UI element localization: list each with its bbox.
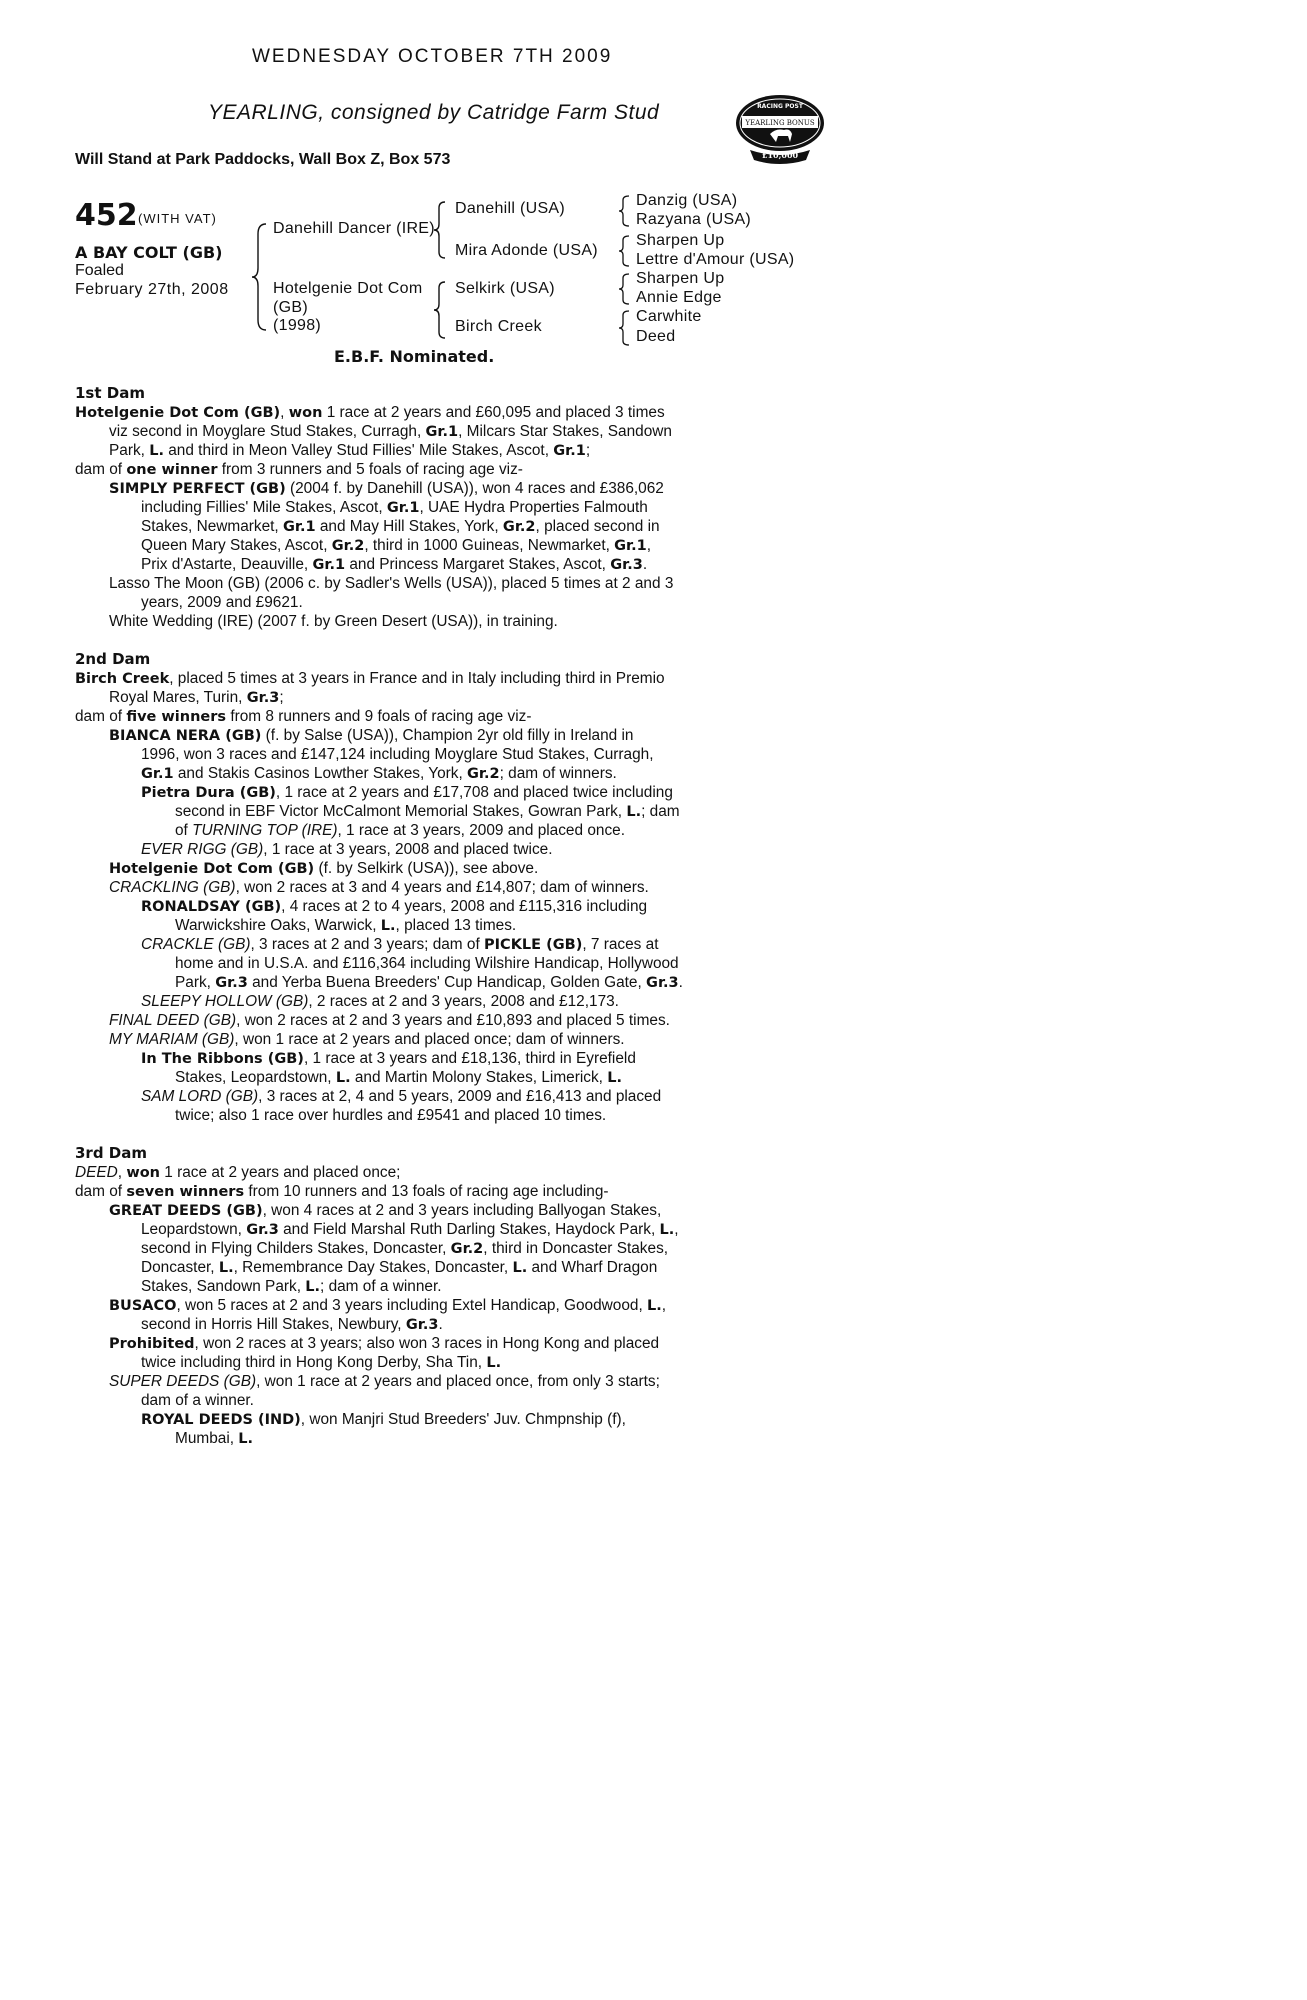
text-line: In The Ribbons (GB), 1 race at 3 years and £18,136, third in Eyrefield bbox=[141, 1050, 636, 1067]
pedigree-dam-line2: (GB) bbox=[273, 299, 308, 316]
pedigree-sss: Danzig (USA) bbox=[636, 192, 738, 209]
pedigree-ssd: Razyana (USA) bbox=[636, 211, 752, 228]
text-line: CRACKLE (GB), 3 races at 2 and 3 years; dam of PICKLE (GB), 7 races at bbox=[141, 936, 659, 953]
horse-name: A BAY COLT (GB) bbox=[75, 243, 223, 262]
pedigree-sire-sire: Danehill (USA) bbox=[455, 200, 566, 217]
text-line: second in Flying Childers Stakes, Doncaster, Gr.2, third in Doncaster Stakes, bbox=[141, 1240, 669, 1257]
text-line: dam of five winners from 8 runners and 9 foals of racing age viz- bbox=[75, 708, 532, 725]
text-line: Leopardstown, Gr.3 and Field Marshal Ruth Darling Stakes, Haydock Park, L., bbox=[141, 1221, 679, 1238]
text-line: SLEEPY HOLLOW (GB), 2 races at 2 and 3 years, 2008 and £12,173. bbox=[141, 993, 619, 1010]
pedigree-dsd: Annie Edge bbox=[636, 289, 722, 306]
text-line: Hotelgenie Dot Com (GB) (f. by Selkirk (USA)), see above. bbox=[109, 860, 539, 877]
stand-location: Will Stand at Park Paddocks, Wall Box Z, Box 573 bbox=[75, 151, 451, 168]
pedigree-sds: Sharpen Up bbox=[636, 232, 725, 249]
text-line: Prohibited, won 2 races at 3 years; also won 3 races in Hong Kong and placed bbox=[109, 1335, 660, 1352]
text-line: Doncaster, L., Remembrance Day Stakes, Doncaster, L. and Wharf Dragon bbox=[141, 1259, 658, 1276]
lot-number: 452 bbox=[75, 198, 138, 233]
text-line: Stakes, Leopardstown, L. and Martin Molony Stakes, Limerick, L. bbox=[175, 1069, 622, 1086]
pedigree-brace-ds bbox=[617, 272, 631, 306]
text-line: Park, L. and third in Meon Valley Stud Fillies' Mile Stakes, Ascot, Gr.1; bbox=[109, 442, 591, 459]
text-line: Hotelgenie Dot Com (GB), won 1 race at 2 years and £60,095 and placed 3 times bbox=[75, 404, 665, 421]
section-heading-third-dam: 3rd Dam bbox=[75, 1144, 147, 1162]
text-line: BUSACO, won 5 races at 2 and 3 years including Extel Handicap, Goodwood, L., bbox=[109, 1297, 667, 1314]
text-line: DEED, won 1 race at 2 years and placed once; bbox=[75, 1164, 401, 1181]
text-line: RONALDSAY (GB), 4 races at 2 to 4 years, 2008 and £115,316 including bbox=[141, 898, 648, 915]
text-line: Stakes, Sandown Park, L.; dam of a winner. bbox=[141, 1278, 442, 1295]
pedigree-brace-sd bbox=[617, 234, 631, 268]
text-line: Royal Mares, Turin, Gr.3; bbox=[109, 689, 284, 706]
badge-top: RACING POST bbox=[757, 103, 803, 110]
text-line: 1996, won 3 races and £147,124 including Moyglare Stud Stakes, Curragh, bbox=[141, 746, 654, 763]
pedigree-dss: Sharpen Up bbox=[636, 270, 725, 287]
pedigree-dds: Carwhite bbox=[636, 308, 702, 325]
text-line: Lasso The Moon (GB) (2006 c. by Sadler's Wells (USA)), placed 5 times at 2 and 3 bbox=[109, 575, 674, 592]
text-line: years, 2009 and £9621. bbox=[141, 594, 303, 611]
text-line: MY MARIAM (GB), won 1 race at 2 years and placed once; dam of winners. bbox=[109, 1031, 625, 1048]
text-line: CRACKLING (GB), won 2 races at 3 and 4 years and £14,807; dam of winners. bbox=[109, 879, 649, 896]
section-heading-first-dam: 1st Dam bbox=[75, 384, 145, 402]
catalogue-body bbox=[75, 384, 755, 1448]
pedigree-sire-dam: Mira Adonde (USA) bbox=[455, 242, 598, 259]
badge-middle: YEARLING BONUS bbox=[745, 119, 815, 127]
section-heading-second-dam: 2nd Dam bbox=[75, 650, 151, 668]
text-line: BIANCA NERA (GB) (f. by Salse (USA)), Champion 2yr old filly in Ireland in bbox=[109, 727, 634, 744]
sale-date: WEDNESDAY OCTOBER 7TH 2009 bbox=[252, 46, 613, 67]
pedigree-ddd: Deed bbox=[636, 328, 676, 345]
consignment-line: YEARLING, consigned by Catridge Farm Stud bbox=[208, 101, 660, 124]
pedigree-sdd: Lettre d'Amour (USA) bbox=[636, 251, 795, 268]
pedigree-dam-line3: (1998) bbox=[273, 317, 322, 334]
text-line: SIMPLY PERFECT (GB) (2004 f. by Danehill (USA)), won 4 races and £386,062 bbox=[109, 480, 664, 497]
text-line: Prix d'Astarte, Deauville, Gr.1 and Princess Margaret Stakes, Ascot, Gr.3. bbox=[141, 556, 648, 573]
ebf-nomination: E.B.F. Nominated. bbox=[334, 347, 495, 366]
text-line: Park, Gr.3 and Yerba Buena Breeders' Cup Handicap, Golden Gate, Gr.3. bbox=[175, 974, 683, 991]
text-line: home and in U.S.A. and £116,364 including Wilshire Handicap, Hollywood bbox=[175, 955, 679, 972]
text-line: Mumbai, L. bbox=[175, 1430, 254, 1447]
text-line: including Fillies' Mile Stakes, Ascot, Gr.1, UAE Hydra Properties Falmouth bbox=[141, 499, 648, 516]
foaled-date: February 27th, 2008 bbox=[75, 281, 229, 298]
text-line: Stakes, Newmarket, Gr.1 and May Hill Stakes, York, Gr.2, placed second in bbox=[141, 518, 660, 535]
badge-amount: £10,000 bbox=[761, 150, 799, 160]
text-line: ROYAL DEEDS (IND), won Manjri Stud Breeders' Juv. Chmpnship (f), bbox=[141, 1411, 626, 1428]
pedigree-brace-dd bbox=[617, 309, 631, 347]
vat-note: (WITH VAT) bbox=[138, 211, 217, 226]
text-line: viz second in Moyglare Stud Stakes, Curragh, Gr.1, Milcars Star Stakes, Sandown bbox=[109, 423, 672, 440]
text-line: Birch Creek, placed 5 times at 3 years in France and in Italy including third in Premio bbox=[75, 670, 665, 687]
text-line: SUPER DEEDS (GB), won 1 race at 2 years and placed once, from only 3 starts; bbox=[109, 1373, 660, 1390]
text-line: dam of seven winners from 10 runners and 13 foals of racing age including- bbox=[75, 1183, 609, 1200]
text-line: EVER RIGG (GB), 1 race at 3 years, 2008 and placed twice. bbox=[141, 841, 553, 858]
text-line: Pietra Dura (GB), 1 race at 2 years and £17,708 and placed twice including bbox=[141, 784, 673, 801]
text-line: Gr.1 and Stakis Casinos Lowther Stakes, York, Gr.2; dam of winners. bbox=[141, 765, 617, 782]
pedigree-brace-main bbox=[250, 222, 270, 332]
text-line: dam of one winner from 3 runners and 5 foals of racing age viz- bbox=[75, 461, 523, 478]
text-line: twice including third in Hong Kong Derby, Sha Tin, L. bbox=[141, 1354, 502, 1371]
pedigree-dam-dam: Birch Creek bbox=[455, 318, 542, 335]
text-line: twice; also 1 race over hurdles and £9541 and placed 10 times. bbox=[175, 1107, 607, 1124]
text-line: dam of a winner. bbox=[141, 1392, 254, 1409]
text-line: second in Horris Hill Stakes, Newbury, Gr.3. bbox=[141, 1316, 443, 1333]
text-line: White Wedding (IRE) (2007 f. by Green Desert (USA)), in training. bbox=[109, 613, 558, 630]
yearling-bonus-badge-icon bbox=[730, 90, 830, 170]
pedigree-brace-dam bbox=[432, 280, 448, 340]
pedigree-dam-sire: Selkirk (USA) bbox=[455, 280, 555, 297]
text-line: GREAT DEEDS (GB), won 4 races at 2 and 3 years including Ballyogan Stakes, bbox=[109, 1202, 662, 1219]
pedigree-sire: Danehill Dancer (IRE) bbox=[273, 220, 435, 237]
text-line: SAM LORD (GB), 3 races at 2, 4 and 5 years, 2009 and £16,413 and placed bbox=[141, 1088, 662, 1105]
foaled-label: Foaled bbox=[75, 262, 124, 279]
text-line: of TURNING TOP (IRE), 1 race at 3 years, 2009 and placed once. bbox=[175, 822, 625, 839]
text-line: second in EBF Victor McCalmont Memorial Stakes, Gowran Park, L.; dam bbox=[175, 803, 680, 820]
pedigree-brace-ss bbox=[617, 194, 631, 228]
text-line: FINAL DEED (GB), won 2 races at 2 and 3 years and £10,893 and placed 5 times. bbox=[109, 1012, 670, 1029]
pedigree-dam-line1: Hotelgenie Dot Com bbox=[273, 280, 423, 297]
text-line: Queen Mary Stakes, Ascot, Gr.2, third in 1000 Guineas, Newmarket, Gr.1, bbox=[141, 537, 652, 554]
text-line: Warwickshire Oaks, Warwick, L., placed 13 times. bbox=[175, 917, 517, 934]
